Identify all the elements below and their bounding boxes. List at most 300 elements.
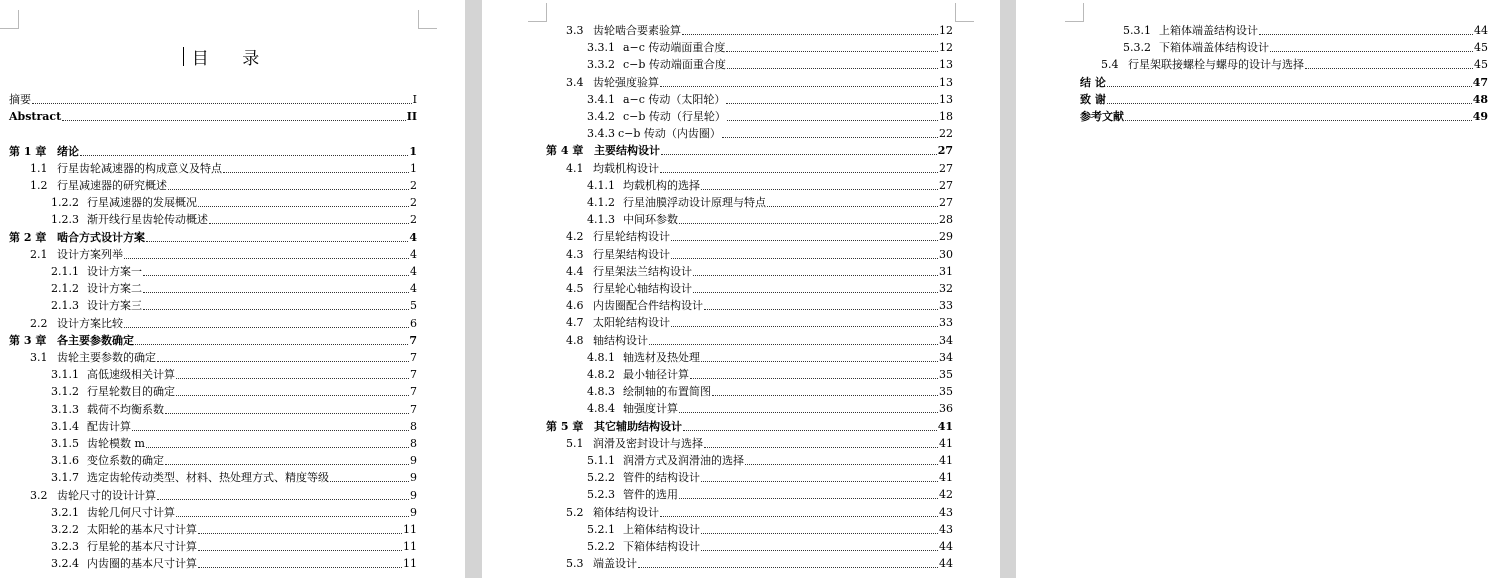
toc-entry-title: 摘要 xyxy=(9,93,31,106)
toc-entry[interactable] xyxy=(587,538,953,554)
toc-entry-title: 最小轴径计算 xyxy=(623,368,689,381)
toc-entry-number: 第 3 章 xyxy=(9,333,47,347)
toc-entry-title: 绘制轴的布置简图 xyxy=(623,385,711,399)
toc-entry-title: 行星齿轮减速器的构成意义及特点 xyxy=(57,161,222,175)
toc-title: 目 录 xyxy=(191,49,274,69)
toc-dot-leader xyxy=(671,258,938,259)
toc-entry-title: 轴强度计算 xyxy=(623,402,678,416)
toc-entry-page-number: 18 xyxy=(939,110,953,123)
toc-entry[interactable] xyxy=(51,297,417,313)
toc-entry[interactable] xyxy=(9,229,417,245)
toc-entry-page-number: 27 xyxy=(939,161,953,175)
toc-entry-number: 5.2.3 xyxy=(587,488,615,502)
toc-entry-number: 4.1.2 xyxy=(587,196,615,209)
toc-entry-page-number: 5 xyxy=(410,299,417,313)
toc-entry-number: 4.1.3 xyxy=(587,213,615,227)
toc-dot-leader xyxy=(693,275,938,276)
toc-entry-number: 第 5 章 xyxy=(546,419,584,433)
toc-entry-page-number: 4 xyxy=(409,230,417,244)
toc-entry-number: 4.1 xyxy=(566,161,584,175)
toc-entry[interactable] xyxy=(1123,22,1488,38)
toc-entry-number: 5.2.2 xyxy=(587,471,615,485)
toc-entry-page-number: 8 xyxy=(410,419,417,433)
toc-entry[interactable] xyxy=(1080,91,1488,107)
toc-entry-number: 4.8 xyxy=(566,333,584,347)
toc-entry-title: 齿轮模数 m xyxy=(87,437,145,450)
toc-entry-number: 3.1 xyxy=(30,351,48,364)
toc-dot-leader xyxy=(1125,120,1472,121)
toc-entry-page-number: 9 xyxy=(410,471,417,485)
toc-entry-title: 齿轮尺寸的设计计算 xyxy=(57,488,156,502)
toc-entry-number: 3.1.3 xyxy=(51,402,79,416)
toc-entry-title: 管件的结构设计 xyxy=(623,471,700,485)
toc-entry-page-number: 45 xyxy=(1474,58,1488,72)
toc-entry[interactable] xyxy=(9,108,417,124)
toc-entry-title: 下箱体结构设计 xyxy=(623,540,700,553)
toc-entry-page-number: 36 xyxy=(939,402,953,416)
toc-entry[interactable] xyxy=(566,280,953,296)
toc-entry-page-number: 11 xyxy=(403,540,417,554)
toc-dot-leader xyxy=(701,361,938,362)
toc-entry-title: 行星轮的基本尺寸计算 xyxy=(87,540,197,554)
toc-dot-leader xyxy=(80,155,408,156)
toc-dot-leader xyxy=(660,516,938,517)
toc-entry-page-number: 42 xyxy=(939,488,953,502)
toc-entry-title: 太阳轮的基本尺寸计算 xyxy=(87,523,197,536)
toc-entry[interactable] xyxy=(51,263,417,279)
toc-entry[interactable] xyxy=(587,108,953,124)
toc-dot-leader xyxy=(209,223,409,224)
toc-entry[interactable] xyxy=(566,74,953,90)
toc-entry-title: 上箱体结构设计 xyxy=(623,522,700,536)
toc-entry-number: 5.1 xyxy=(566,436,584,450)
toc-entry-page-number: 34 xyxy=(939,350,953,364)
toc-dot-leader xyxy=(157,361,409,362)
toc-entry-title: 变位系数的确定 xyxy=(87,454,164,468)
toc-entry-title: 行星减速器的研究概述 xyxy=(57,179,167,192)
page-corner-mark xyxy=(0,10,19,29)
toc-entry-number: 3.3.2 xyxy=(587,58,615,72)
toc-entry-title: a−c 传动端面重合度 xyxy=(623,41,726,55)
toc-entry[interactable] xyxy=(566,22,953,38)
toc-entry-title: 其它辅助结构设计 xyxy=(594,419,682,433)
toc-entry[interactable] xyxy=(566,246,953,262)
toc-dot-leader xyxy=(679,223,938,224)
toc-entry-title: 箱体结构设计 xyxy=(593,505,659,519)
toc-entry-page-number: 4 xyxy=(410,247,417,261)
toc-entry[interactable] xyxy=(587,211,953,227)
toc-entry-title: 齿轮主要参数的确定 xyxy=(57,351,156,364)
toc-entry[interactable] xyxy=(566,314,953,330)
toc-entry-title: 齿轮啮合要素验算 xyxy=(593,24,681,37)
toc-entry-number: 5.4 xyxy=(1101,58,1119,72)
toc-entry-number: 3.4.1 xyxy=(587,92,615,106)
toc-entry-page-number: 35 xyxy=(939,385,953,399)
toc-entry-title: 内齿圈配合件结构设计 xyxy=(593,299,703,313)
toc-entry-page-number: 11 xyxy=(403,523,417,536)
toc-entry-page-number: 33 xyxy=(939,299,953,313)
toc-dot-leader xyxy=(157,499,409,500)
toc-entry-number: 3.1.7 xyxy=(51,471,79,485)
toc-entry[interactable] xyxy=(1080,108,1488,124)
toc-entry-title: 行星架联接螺栓与螺母的设计与选择 xyxy=(1128,58,1304,72)
toc-entry-title: 行星架法兰结构设计 xyxy=(593,264,692,278)
toc-entry-number: 4.7 xyxy=(566,316,584,330)
toc-entry-title: Abstract xyxy=(9,110,62,124)
toc-dot-leader xyxy=(727,68,938,69)
toc-entry-page-number: 45 xyxy=(1474,41,1488,55)
toc-entry-number: 3.3.1 xyxy=(587,41,615,55)
toc-entry-page-number: 30 xyxy=(939,247,953,261)
toc-entry-number: 3.2.2 xyxy=(51,523,79,536)
toc-entry-page-number: 4 xyxy=(410,265,417,278)
toc-dot-leader xyxy=(1259,34,1473,35)
toc-dot-leader xyxy=(745,464,938,465)
toc-entry-page-number: 7 xyxy=(410,368,417,382)
toc-entry[interactable] xyxy=(30,246,417,262)
toc-dot-leader xyxy=(679,498,938,499)
toc-dot-leader xyxy=(690,378,938,379)
toc-entry-number: 1.2.2 xyxy=(51,196,79,210)
toc-dot-leader xyxy=(722,137,938,138)
toc-entry[interactable] xyxy=(51,555,417,571)
toc-entry-number: 5.2.1 xyxy=(587,522,615,536)
toc-entry-title: 齿轮强度验算 xyxy=(593,75,659,89)
page-corner-mark xyxy=(955,3,974,22)
toc-entry-page-number: 44 xyxy=(939,557,953,571)
toc-dot-leader xyxy=(176,516,409,517)
toc-entry[interactable] xyxy=(587,91,953,107)
toc-entry-title: 绪论 xyxy=(57,144,79,158)
toc-entry[interactable] xyxy=(587,194,953,210)
toc-entry-page-number: 44 xyxy=(1474,24,1488,37)
toc-entry-page-number: 31 xyxy=(939,264,953,278)
toc-entry-page-number: 11 xyxy=(403,557,417,571)
toc-entry-title: 主要结构设计 xyxy=(594,144,660,158)
toc-entry-number: 4.8.3 xyxy=(587,385,615,399)
toc-entry[interactable] xyxy=(51,383,417,399)
toc-dot-leader xyxy=(1107,86,1472,87)
toc-entry-number: 第 4 章 xyxy=(546,144,584,158)
toc-entry-title: 轴选材及热处理 xyxy=(623,350,700,364)
toc-entry-number: 4.1.1 xyxy=(587,178,615,192)
toc-entry[interactable] xyxy=(546,418,953,434)
toc-dot-leader xyxy=(143,292,409,293)
toc-entry[interactable] xyxy=(587,177,953,193)
toc-entry-title: 内齿圈的基本尺寸计算 xyxy=(87,557,197,571)
toc-entry-number: 3.3 xyxy=(566,24,584,37)
toc-dot-leader xyxy=(146,447,409,448)
toc-entry[interactable] xyxy=(566,435,953,451)
toc-entry-page-number: 27 xyxy=(939,178,953,192)
toc-entry-number: 4.8.2 xyxy=(587,368,615,381)
toc-dot-leader xyxy=(165,413,409,414)
toc-dot-leader xyxy=(693,292,938,293)
toc-entry-page-number: 7 xyxy=(409,333,417,347)
toc-entry-title: 参考文献 xyxy=(1080,110,1124,123)
toc-entry-page-number: 44 xyxy=(939,540,953,553)
toc-entry[interactable] xyxy=(51,452,417,468)
toc-entry-number: 4.4 xyxy=(566,264,584,278)
toc-dot-leader xyxy=(671,326,938,327)
toc-entry-title: 设计方案一 xyxy=(87,265,142,278)
toc-entry[interactable] xyxy=(566,228,953,244)
toc-entry-page-number: 29 xyxy=(939,230,953,244)
toc-dot-leader xyxy=(683,430,937,431)
toc-entry[interactable] xyxy=(51,211,417,227)
toc-entry[interactable] xyxy=(51,469,417,485)
toc-entry[interactable] xyxy=(51,538,417,554)
toc-entry-page-number: 1 xyxy=(409,144,417,158)
toc-entry-title: 结 论 xyxy=(1080,75,1106,89)
toc-entry-number: 3.1.4 xyxy=(51,419,79,433)
toc-entry-number: 4.5 xyxy=(566,282,584,295)
toc-entry-number: 3.1.6 xyxy=(51,454,79,468)
toc-dot-leader xyxy=(1270,51,1473,52)
toc-entry-page-number: 41 xyxy=(939,436,953,450)
toc-entry[interactable] xyxy=(566,160,953,176)
toc-entry-page-number: 7 xyxy=(410,351,417,364)
toc-entry-title: 高低速级相关计算 xyxy=(87,368,175,382)
toc-entry-title: 下箱体端盖体结构设计 xyxy=(1159,41,1269,55)
toc-entry-number: 2.1.1 xyxy=(51,265,79,278)
toc-entry-number: 3.1.5 xyxy=(51,437,79,450)
toc-entry-number: 4.8.4 xyxy=(587,402,615,416)
toc-entry-page-number: 7 xyxy=(410,385,417,399)
toc-entry-number: 3.2.4 xyxy=(51,557,79,571)
toc-entry-title: 润滑及密封设计与选择 xyxy=(593,436,703,450)
page-corner-mark xyxy=(1065,3,1084,22)
toc-dot-leader xyxy=(176,378,409,379)
toc-entry-number: 5.3.2 xyxy=(1123,41,1151,55)
toc-entry-number: 4.8.1 xyxy=(587,350,615,364)
toc-dot-leader xyxy=(143,309,409,310)
toc-entry[interactable] xyxy=(587,39,953,55)
toc-entry-page-number: 9 xyxy=(410,454,417,468)
toc-entry-page-number: 13 xyxy=(939,75,953,89)
toc-entry-title: 均载机构的选择 xyxy=(623,178,700,192)
toc-dot-leader xyxy=(330,481,409,482)
toc-entry-page-number: 43 xyxy=(939,522,953,536)
toc-dot-leader xyxy=(701,550,938,551)
toc-dot-leader xyxy=(198,206,409,207)
toc-entry-title: 配齿计算 xyxy=(87,419,131,433)
document-page-1 xyxy=(0,0,465,578)
toc-entry[interactable] xyxy=(9,332,417,348)
toc-dot-leader xyxy=(198,550,402,551)
toc-entry[interactable] xyxy=(30,315,417,331)
toc-entry[interactable] xyxy=(587,469,953,485)
document-page-2 xyxy=(482,0,1000,578)
toc-entry-page-number: 2 xyxy=(410,196,417,210)
toc-entry-page-number: 2 xyxy=(410,213,417,227)
toc-entry-number: 4.3 xyxy=(566,247,584,261)
toc-dot-leader xyxy=(726,51,938,52)
toc-dot-leader xyxy=(701,533,938,534)
toc-entry-number: 1.1 xyxy=(30,161,48,175)
toc-entry[interactable] xyxy=(51,435,417,451)
toc-entry[interactable] xyxy=(587,486,953,502)
toc-dot-leader xyxy=(223,172,409,173)
toc-entry-title: 管件的选用 xyxy=(623,488,678,502)
toc-entry-title: 太阳轮结构设计 xyxy=(593,316,670,330)
toc-entry-number: 3.4.2 xyxy=(587,110,615,123)
toc-entry-page-number: 35 xyxy=(939,368,953,381)
toc-entry-page-number: 13 xyxy=(939,58,953,72)
toc-entry[interactable] xyxy=(30,177,417,193)
toc-entry[interactable] xyxy=(51,521,417,537)
toc-entry[interactable] xyxy=(51,366,417,382)
toc-dot-leader xyxy=(660,86,938,87)
toc-dot-leader xyxy=(671,240,938,241)
toc-entry-number: 5.1.1 xyxy=(587,454,615,467)
toc-dot-leader xyxy=(660,172,938,173)
toc-entry-page-number: 6 xyxy=(410,316,417,330)
toc-entry-page-number: 9 xyxy=(410,505,417,519)
toc-entry-title: 啮合方式设计方案 xyxy=(57,230,145,244)
toc-entry-number: 5.2 xyxy=(566,505,584,519)
toc-entry-title: 上箱体端盖结构设计 xyxy=(1159,24,1258,37)
toc-entry-page-number: 49 xyxy=(1472,110,1488,123)
toc-entry[interactable] xyxy=(587,452,953,468)
toc-entry-number: 3.2.1 xyxy=(51,505,79,519)
toc-entry[interactable] xyxy=(566,332,953,348)
toc-entry-title: 齿轮几何尺寸计算 xyxy=(87,505,175,519)
toc-entry-page-number: 32 xyxy=(939,282,953,295)
toc-entry-title: 渐开线行星齿轮传动概述 xyxy=(87,213,208,227)
toc-dot-leader xyxy=(176,395,409,396)
toc-entry-page-number: II xyxy=(406,110,417,124)
toc-entry[interactable] xyxy=(30,487,417,503)
toc-dot-leader xyxy=(704,309,938,310)
toc-dot-leader xyxy=(165,464,409,465)
toc-dot-leader xyxy=(712,395,938,396)
toc-entry-number: 4.6 xyxy=(566,299,584,313)
toc-entry-title: 设计方案比较 xyxy=(57,316,123,330)
toc-entry-title: 各主要参数确定 xyxy=(57,333,134,347)
toc-entry[interactable] xyxy=(587,366,953,382)
toc-entry[interactable] xyxy=(587,56,953,72)
toc-entry[interactable] xyxy=(587,400,953,416)
toc-entry[interactable] xyxy=(566,504,953,520)
toc-dot-leader xyxy=(124,327,409,328)
toc-entry[interactable] xyxy=(566,297,953,313)
toc-entry-number: 2.1 xyxy=(30,247,48,261)
toc-dot-leader xyxy=(132,430,409,431)
toc-entry-number: 2.1.3 xyxy=(51,299,79,313)
toc-entry-page-number: 9 xyxy=(410,488,417,502)
toc-entry-number: 3.2 xyxy=(30,488,48,502)
toc-entry-page-number: 4 xyxy=(410,282,417,296)
toc-entry-page-number: 12 xyxy=(939,24,953,37)
toc-entry[interactable] xyxy=(9,143,417,159)
toc-dot-leader xyxy=(701,481,938,482)
toc-entry[interactable] xyxy=(51,504,417,520)
toc-entry-title: 端盖设计 xyxy=(593,557,637,571)
toc-entry-title: c−b 传动（行星轮） xyxy=(623,110,726,123)
toc-entry-title: 致 谢 xyxy=(1080,92,1106,106)
toc-entry-page-number: 33 xyxy=(939,316,953,330)
toc-entry[interactable] xyxy=(30,160,417,176)
toc-entry-title: 行星架结构设计 xyxy=(593,247,670,261)
toc-entry-title: a−c 传动（太阳轮） xyxy=(623,92,726,106)
toc-dot-leader xyxy=(704,447,938,448)
document-page-3 xyxy=(1016,0,1498,578)
toc-entry-page-number: 13 xyxy=(939,92,953,106)
toc-entry-page-number: 27 xyxy=(937,144,953,158)
toc-entry-number: 3.2.3 xyxy=(51,540,79,554)
toc-entry-page-number: 28 xyxy=(939,213,953,227)
toc-entry[interactable] xyxy=(51,418,417,434)
toc-entry-title: 载荷不均衡系数 xyxy=(87,402,164,416)
toc-entry-page-number: 8 xyxy=(410,437,417,450)
toc-entry[interactable] xyxy=(9,91,417,107)
toc-entry-number: 5.3.1 xyxy=(1123,24,1151,37)
toc-entry-page-number: 2 xyxy=(410,179,417,192)
toc-entry-page-number: I xyxy=(412,93,417,106)
toc-entry[interactable] xyxy=(1080,74,1488,90)
toc-dot-leader xyxy=(638,567,938,568)
toc-entry[interactable] xyxy=(51,194,417,210)
toc-entry-title: 行星减速器的发展概况 xyxy=(87,196,197,210)
toc-dot-leader xyxy=(124,258,409,259)
toc-entry-page-number: 1 xyxy=(410,161,417,175)
toc-dot-leader xyxy=(726,103,938,104)
toc-entry[interactable] xyxy=(587,521,953,537)
toc-dot-leader xyxy=(701,189,938,190)
toc-entry-number: 3.4.3 xyxy=(587,127,615,141)
toc-entry[interactable] xyxy=(1101,56,1488,72)
toc-entry-number: 2.2 xyxy=(30,316,48,330)
toc-entry-title: c−b 传动端面重合度 xyxy=(623,58,726,72)
toc-entry[interactable] xyxy=(566,263,953,279)
toc-entry-page-number: 34 xyxy=(939,333,953,347)
toc-entry[interactable] xyxy=(546,142,953,158)
toc-entry-title: 行星轮结构设计 xyxy=(593,230,670,244)
toc-entry[interactable] xyxy=(587,125,953,141)
toc-dot-leader xyxy=(661,154,937,155)
toc-dot-leader xyxy=(767,206,938,207)
toc-entry-title: 中间环参数 xyxy=(623,213,678,227)
toc-entry-title: 行星轮数目的确定 xyxy=(87,385,175,399)
toc-entry-number: 2.1.2 xyxy=(51,282,79,296)
toc-dot-leader xyxy=(135,344,408,345)
toc-entry-title: 行星轮心轴结构设计 xyxy=(593,282,692,295)
toc-dot-leader xyxy=(143,275,409,276)
toc-entry-page-number: 43 xyxy=(939,505,953,519)
toc-entry[interactable] xyxy=(566,555,953,571)
toc-dot-leader xyxy=(682,34,938,35)
toc-entry[interactable] xyxy=(51,280,417,296)
toc-entry-page-number: 47 xyxy=(1472,75,1488,89)
toc-entry[interactable] xyxy=(30,349,417,365)
toc-dot-leader xyxy=(1305,68,1473,69)
toc-entry[interactable] xyxy=(1123,39,1488,55)
toc-entry-page-number: 22 xyxy=(939,127,953,141)
toc-entry-page-number: 41 xyxy=(939,454,953,467)
toc-entry-page-number: 7 xyxy=(410,402,417,416)
toc-entry-title: 设计方案三 xyxy=(87,299,142,313)
toc-entry[interactable] xyxy=(587,383,953,399)
toc-entry[interactable] xyxy=(51,401,417,417)
toc-entry-title: c−b 传动（内齿圈） xyxy=(618,127,721,141)
toc-entry[interactable] xyxy=(587,349,953,365)
page-corner-mark xyxy=(528,3,547,22)
toc-dot-leader xyxy=(146,241,408,242)
toc-entry-title: 选定齿轮传动类型、材料、热处理方式、精度等级 xyxy=(87,471,329,485)
page-corner-mark xyxy=(418,10,437,29)
toc-dot-leader xyxy=(727,120,938,121)
